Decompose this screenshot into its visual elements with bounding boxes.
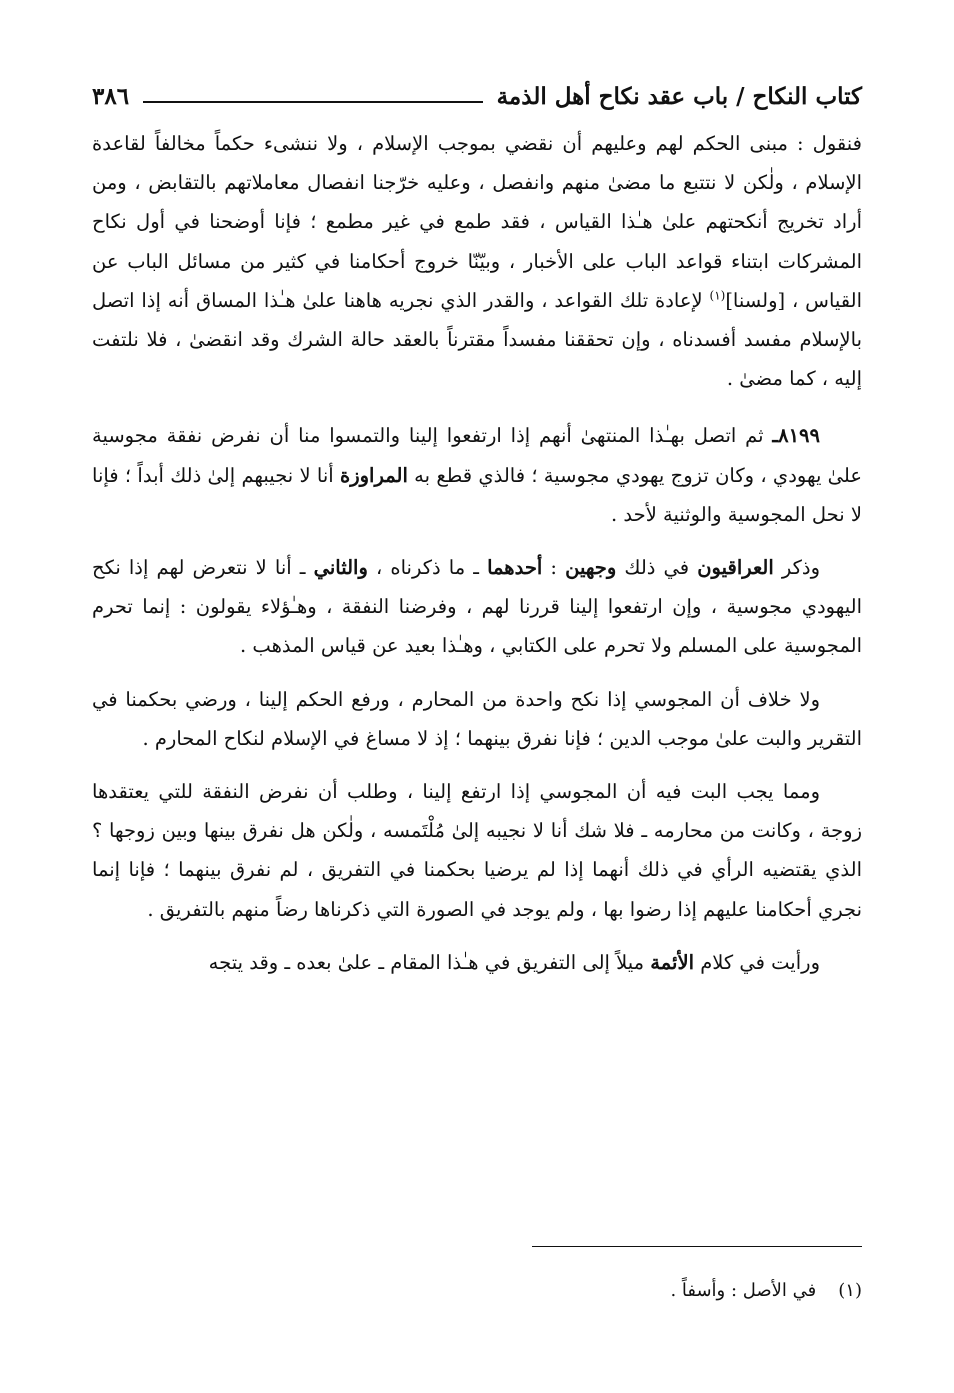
- paragraph-2-text-a: ثم اتصل بهـٰذا المنتهىٰ أنهم إذا ارتفعوا إلينا والتمسوا منا أن نفرض نفقة مجوسية علىٰ يهودي ، وكان تزوج يهودي مجوسية ؛ فالذي قطع به: [92, 424, 863, 487]
- footnote-reference: (١): [709, 288, 726, 303]
- paragraph-1: [92, 124, 862, 398]
- header-rule: [143, 101, 483, 103]
- paragraph-6-text-a: ورأيت في كلام: [694, 950, 820, 974]
- page-number: ٣٨٦: [92, 82, 130, 110]
- paragraph-1-text: فنقول : مبنى الحكم لهم وعليهم أن نقضي بموجب الإسلام ، ولا ننشىء حكماً مخالفاً لقاعدة الإسلام ، ولٰكن لا نتتبع ما مضىٰ منهم وانفصل ، وعليه خرّجنا انفصال معاملاتهم بالتقابض ، ومن أراد تخريج أنكحتهم علىٰ هـٰذا القياس ، فقد طمع في غير مطمع ؛ فإنا أوضحنا في أول نكاح المشركات ابتناء قواعد الباب على الأخبار ، وبيّنّا خروج أحكامنا في كثير من مسائل الباب عن القياس ، [ولسنا]: [92, 132, 863, 312]
- paragraph-3-text-a: وذكر: [773, 556, 821, 580]
- footnote: [92, 1276, 862, 1306]
- running-title: كتاب النكاح / باب عقد نكاح أهل الذمة: [496, 82, 862, 110]
- paragraph-5: ومما يجب البت فيه أن المجوسي إذا ارتفع إلينا ، وطلب أن نفرض النفقة للتي يعتقدها زوجة ، وكانت من محارمه ـ فلا شك أنا لا نجيبه إلىٰ مُلْتَمسه ، ولٰكن هل نفرق بينها وبين زوجها ؟ الذي يقتضيه الرأي في ذلك أنهما إذا لم يرضيا بحكمنا في التفريق ، لم نفرق بينهما ؛ فإنا إنما نجري أحكامنا عليهم إذا رضوا بها ، ولم يوجد في الصورة التي ذكرناها رضاً منهم بالتفريق .: [92, 780, 862, 921]
- main-text: [92, 124, 862, 982]
- footnote-marker: (١): [838, 1280, 862, 1301]
- paragraph-4: ولا خلاف أن المجوسي إذا نكح واحدة من المحارم ، ورفع الحكم إلينا ، ورضي بحكمنا في التقرير والبت علىٰ موجب الدين ؛ فإنا نفرق بينهما ؛ إذ لا مساغ في الإسلام لنكاح المحارم .: [92, 687, 862, 750]
- paragraph-2-text-b: أنا لا نجيبهم إلىٰ ذلك أبداً ؛ فإنا لا نحل المجوسية والوثنية لأحد .: [92, 463, 862, 526]
- paragraph-3-text-d: ـ ما ذكرناه ،: [367, 556, 488, 580]
- footnote-text: في الأصل : وأسفاً .: [670, 1280, 817, 1301]
- paragraph-1-rest: لإعادة تلك القواعد ، والقدر الذي نجريه هاهنا علىٰ هـٰذا المساق أنه إذا اتصل بالإسلام مفسد أفسدناه ، وإن تحققنا مفسداً مقترناً بالعقد حالة الشرك وقد انقضىٰ ، فلا نلتفت إليه ، كما مضىٰ .: [92, 288, 862, 391]
- term-ahaduhuma: أحدهما: [487, 556, 543, 580]
- paragraph-2: [92, 416, 862, 534]
- term-aimma: الأئمة: [650, 950, 694, 974]
- paragraph-3-text-c: :: [542, 556, 566, 580]
- term-marwaza: المراوزة: [340, 463, 408, 487]
- page-header: [92, 76, 862, 116]
- term-wajhayn: وجهين: [565, 556, 617, 580]
- term-thani: والثاني: [313, 556, 368, 580]
- paragraph-3-text-b: في ذلك: [616, 556, 698, 580]
- footnote-separator: [532, 1246, 862, 1247]
- paragraph-6: [92, 943, 862, 982]
- issue-number: ٨١٩٩ـ: [772, 424, 820, 448]
- paragraph-3-text-e: ـ أنا لا نتعرض لهم إذا نكح اليهودي مجوسية ، وإن ارتفعوا إلينا قررنا لهم ، وفرضنا النفقة ، وهـٰؤلاء يقولون : إنما تحرم المجوسية على المسلم ولا تحرم على الكتابي ، وهـٰذا بعيد عن قياس المذهب .: [92, 556, 862, 658]
- paragraph-6-text-b: ميلاً إلى التفريق في هـٰذا المقام ـ علىٰ بعده ـ وقد يتجه: [208, 950, 651, 974]
- term-iraqiyyun: العراقيون: [697, 556, 774, 580]
- paragraph-3: [92, 548, 862, 666]
